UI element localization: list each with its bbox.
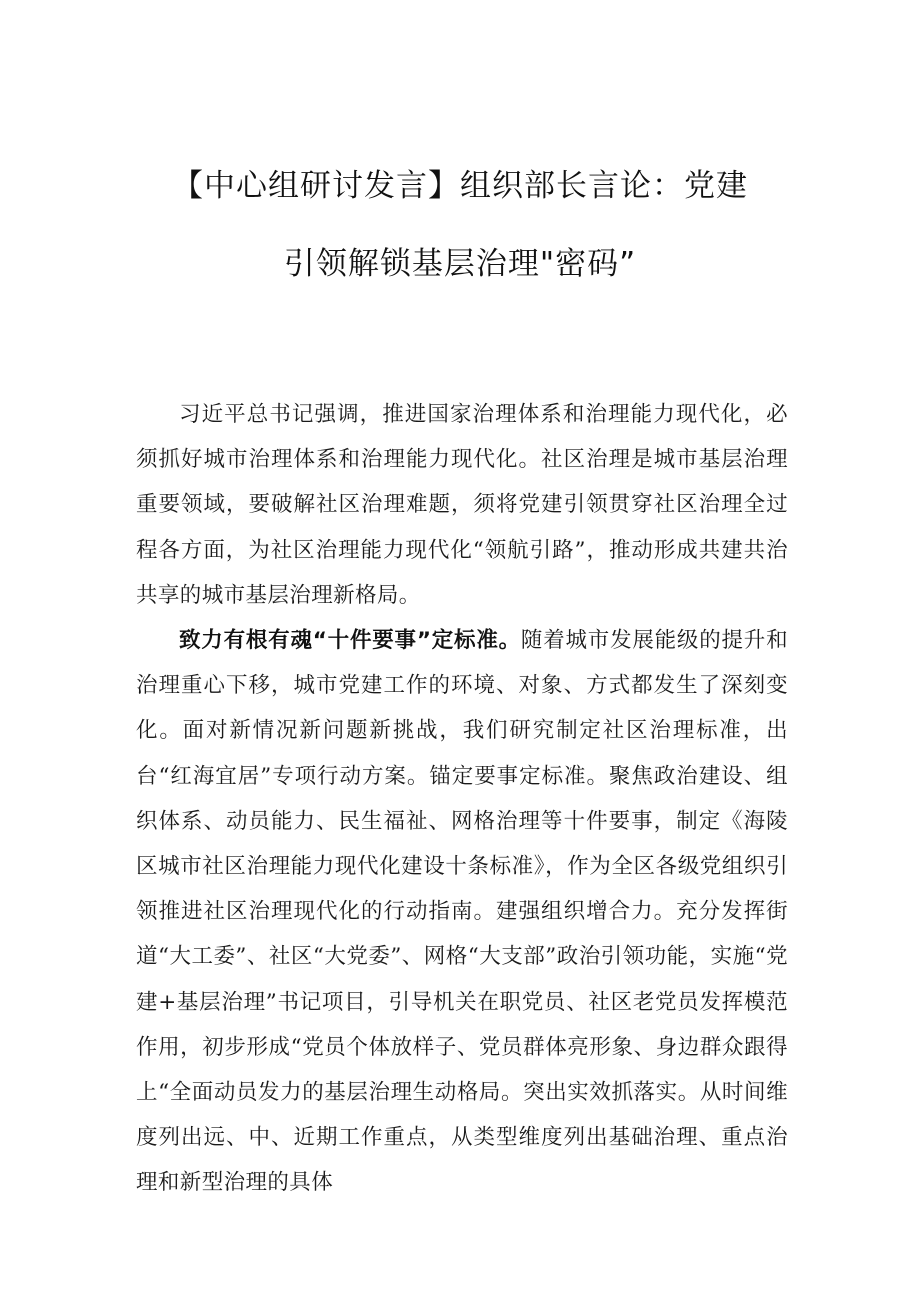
paragraph-lead: 致力有根有魂“十件要事”定标准。 <box>179 628 521 654</box>
paragraph-text: 随着城市发展能级的提升和治理重心下移，城市党建工作的环境、对象、方式都发生了深刻变化。面对新情况新问题新挑战，我们研究制定社区治理标准，出台“红海宜居”专项行动方案。锚定要事定标准。聚焦政治建设、组织体系、动员能力、民生福祉、网格治理等十件要事，制定《海陵区城市社区治理能力现代化建设十条标准》，作为全区各级党组织引领推进社区治理现代化的行动指南。建强组织增合力。充分发挥街道“大工委”、社区“大党委”、网格“大支部”政治引领功能，实施“党建+基层治理”书记项目，引导机关在职党员、社区老党员发挥模范作用，初步形成“党员个体放样子、党员群体亮形象、身边群众跟得上“全面动员发力的基层治理生动格局。突出实效抓落实。从时间维度列出远、中、近期工作重点，从类型维度列出基础治理、重点治理和新型治理的具体 <box>136 628 788 1196</box>
paragraph-section-1 <box>136 618 788 1206</box>
paragraph-intro <box>136 392 788 618</box>
paragraph-text: 习近平总书记强调，推进国家治理体系和治理能力现代化，必须抓好城市治理体系和治理能力现代化。社区治理是城市基层治理重要领域，要破解社区治理难题，须将党建引领贯穿社区治理全过程各方面，为社区治理能力现代化“领航引路”，推动形成共建共治共享的城市基层治理新格局。 <box>136 402 788 608</box>
document-title-line-2: 引领解锁基层治理"密码” <box>283 246 637 282</box>
document-body <box>136 392 788 1206</box>
document-title-line-1: 【中心组研讨发言】组织部长言论：党建 <box>172 168 748 204</box>
